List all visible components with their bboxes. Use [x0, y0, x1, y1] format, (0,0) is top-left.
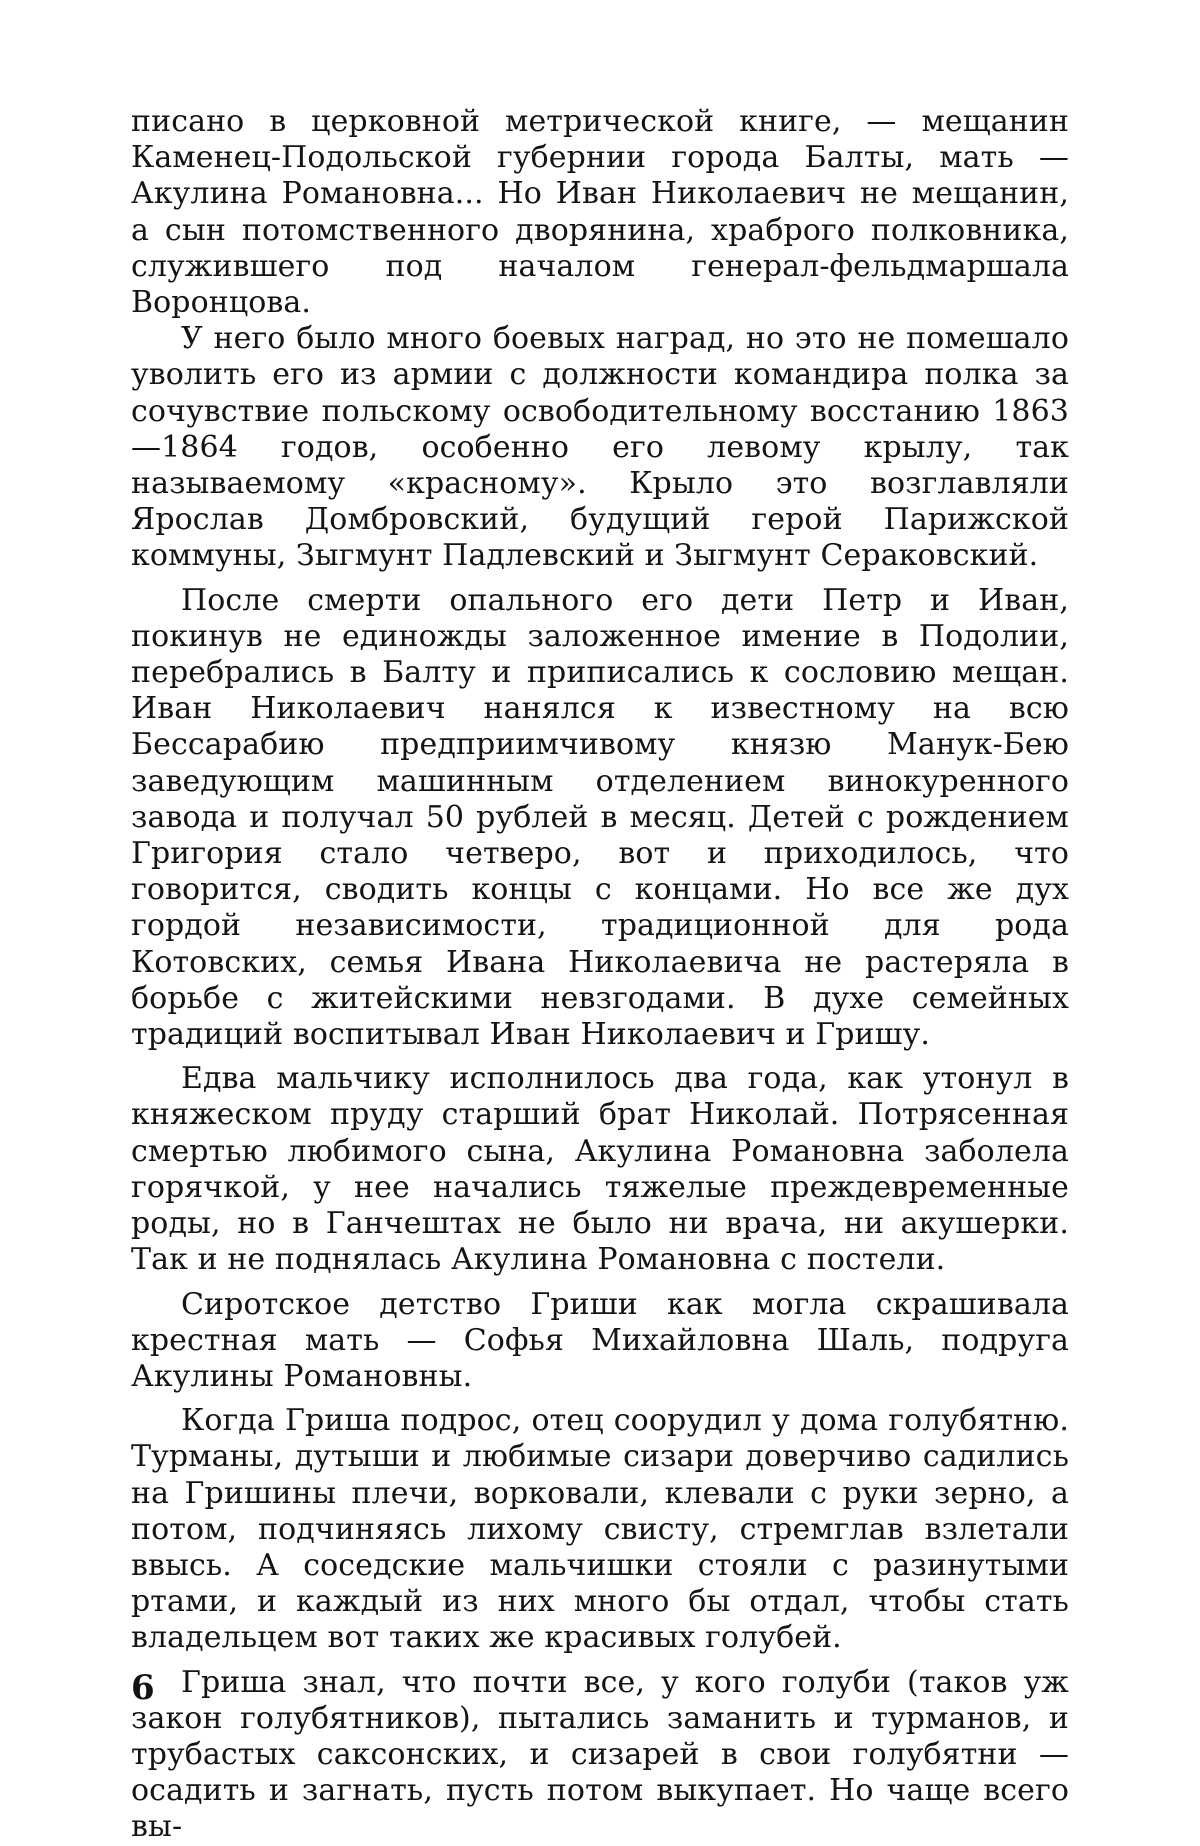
- paragraph-5: Сиротское детство Гриши как могла скрашивала крестная мать — Софья Михайловна Шаль, подруга Акулины Романовны.: [131, 1286, 1069, 1394]
- book-page-text: [131, 104, 1069, 1846]
- paragraph-4: Едва мальчику исполнилось два года, как утонул в княжеском пруду старший брат Николай. Потрясенная смертью любимого сына, Акулина Романовна заболела горячкой, у нее начались тяжелые преждевременные роды, но в Ганчештах не было ни врача, ни акушерки. Так и не поднялась Акулина Романовна с постели.: [131, 1061, 1069, 1278]
- paragraph-3: После смерти опального его дети Петр и Иван, покинув не единожды заложенное имение в Подолии, перебрались в Балту и приписались к сословию мещан. Иван Николаевич нанялся к известному на всю Бессарабию предприимчивому князю Манук-Бею заведующим машинным отделением винокуренного завода и получал 50 рублей в месяц. Детей с рождением Григория стало четверо, вот и приходилось, что говорится, сводить концы с концами. Но все же дух гордой независимости, традиционной для рода Котовских, семья Ивана Николаевича не растеряла в борьбе с житейскими невзгодами. В духе семейных традиций воспитывал Иван Николаевич и Гришу.: [131, 582, 1069, 1053]
- paragraph-7: Гриша знал, что почти все, у кого голуби (таков уж закон голубятников), пытались заманить и турманов, и трубастых саксонских, и сизарей в свои голубятни — осадить и загнать, пусть потом выкупает. Но чаще всего вы-: [131, 1664, 1069, 1845]
- paragraph-2: У него было много боевых наград, но это не помешало уволить его из армии с должности командира полка за сочувствие польскому освободительному восстанию 1863—1864 годов, особенно его левому крылу, так называемому «красному». Крыло это возглавляли Ярослав Домбровский, будущий герой Парижской коммуны, Зыгмунт Падлевский и Зыгмунт Сераковский.: [131, 321, 1069, 574]
- paragraph-1: писано в церковной метрической книге, — мещанин Каменец-Подольской губернии города Балты, мать — Акулина Романовна... Но Иван Николаевич не мещанин, а сын потомственного дворянина, храброго полковника, служившего под началом генерал-фельдмаршала Воронцова.: [131, 104, 1069, 321]
- paragraph-6: Когда Гриша подрос, отец соорудил у дома голубятню. Турманы, дутыши и любимые сизари доверчиво садились на Гришины плечи, ворковали, клевали с руки зерно, а потом, подчиняясь лихому свисту, стремглав взлетали ввысь. А соседские мальчишки стояли с разинутыми ртами, и каждый из них много бы отдал, чтобы стать владельцем вот таких же красивых голубей.: [131, 1403, 1069, 1656]
- page-number: 6: [131, 1668, 155, 1708]
